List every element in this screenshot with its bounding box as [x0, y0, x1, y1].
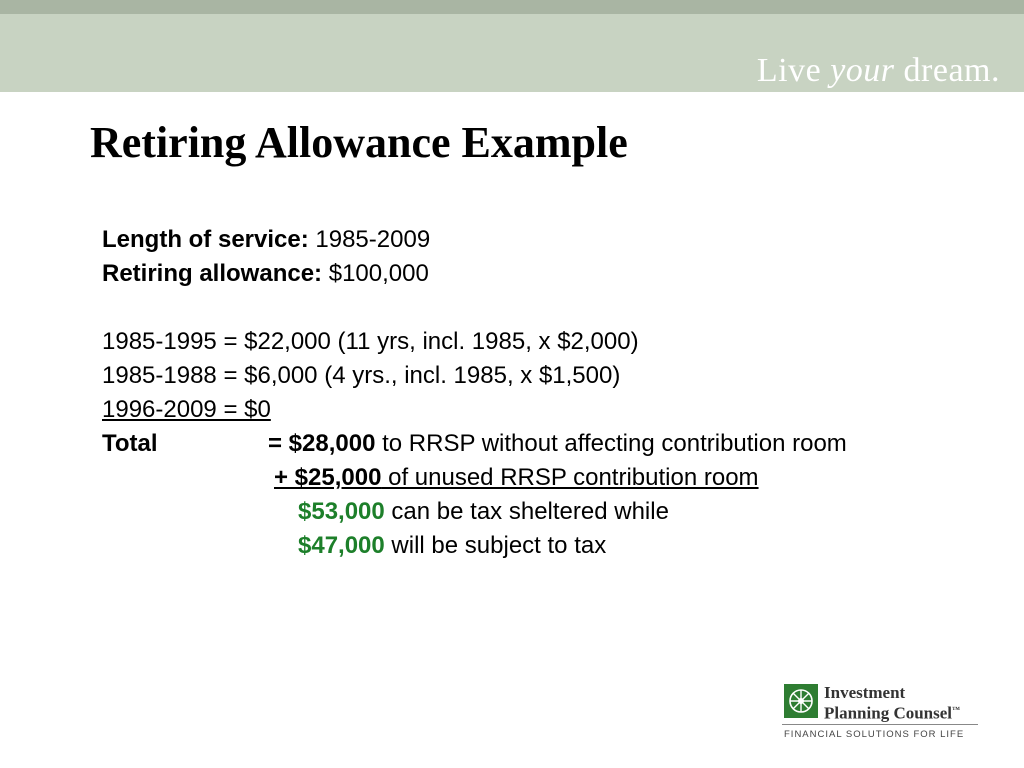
sheltered-text: can be tax sheltered while: [384, 498, 669, 525]
taxed-line: [298, 529, 606, 563]
logo-name-line1: Investment: [824, 683, 906, 702]
spacer: [102, 291, 639, 325]
logo-name: [824, 684, 960, 722]
total-row: [102, 427, 847, 461]
plus-text: of unused RRSP contribution room: [381, 464, 759, 491]
slide-body: [102, 223, 847, 563]
calc-line-2: 1985-1988 = $6,000 (4 yrs., incl. 1985, x $1,500): [102, 362, 621, 389]
sheltered-amount: $53,000: [298, 498, 385, 525]
taxed-row: [102, 529, 639, 563]
logo-divider: [782, 724, 978, 725]
logo-tagline: FINANCIAL SOLUTIONS FOR LIFE: [784, 729, 965, 740]
tagline-part2: your: [830, 52, 895, 89]
calc-line-3: [102, 393, 639, 427]
tagline-part3: dream.: [894, 52, 1000, 89]
tagline-part1: Live: [756, 52, 831, 89]
total-label: Total: [102, 430, 158, 457]
plus-line: [274, 461, 759, 495]
tagline: [757, 52, 1000, 90]
total-line: [268, 427, 847, 461]
allowance-row: [102, 257, 639, 291]
sheltered-line: [298, 495, 669, 529]
total-text: to RRSP without affecting contribution room: [375, 430, 847, 457]
service-row: [102, 223, 639, 257]
allowance-label: Retiring allowance:: [102, 260, 323, 287]
taxed-amount: $47,000: [298, 532, 385, 559]
sheltered-row: [102, 495, 669, 529]
header-band: [0, 0, 1024, 92]
total-amount: = $28,000: [268, 430, 376, 457]
service-value: 1985-2009: [308, 226, 431, 253]
slide-title: Retiring Allowance Example: [90, 118, 628, 167]
logo-mark-icon: [784, 684, 818, 718]
service-label: Length of service:: [102, 226, 309, 253]
allowance-value: $100,000: [322, 260, 429, 287]
calc-line-1: 1985-1995 = $22,000 (11 yrs, incl. 1985, x $2,000): [102, 328, 639, 355]
taxed-text: will be subject to tax: [384, 532, 607, 559]
calc-line-3-text: 1996-2009 = $0: [102, 396, 271, 423]
company-logo: [782, 684, 982, 744]
logo-name-line2: [824, 701, 960, 722]
logo-name-line2-text: Planning Counsel: [824, 703, 953, 723]
logo-tm: ™: [952, 705, 961, 714]
plus-amount: + $25,000: [274, 464, 382, 491]
plus-row: [102, 461, 759, 495]
